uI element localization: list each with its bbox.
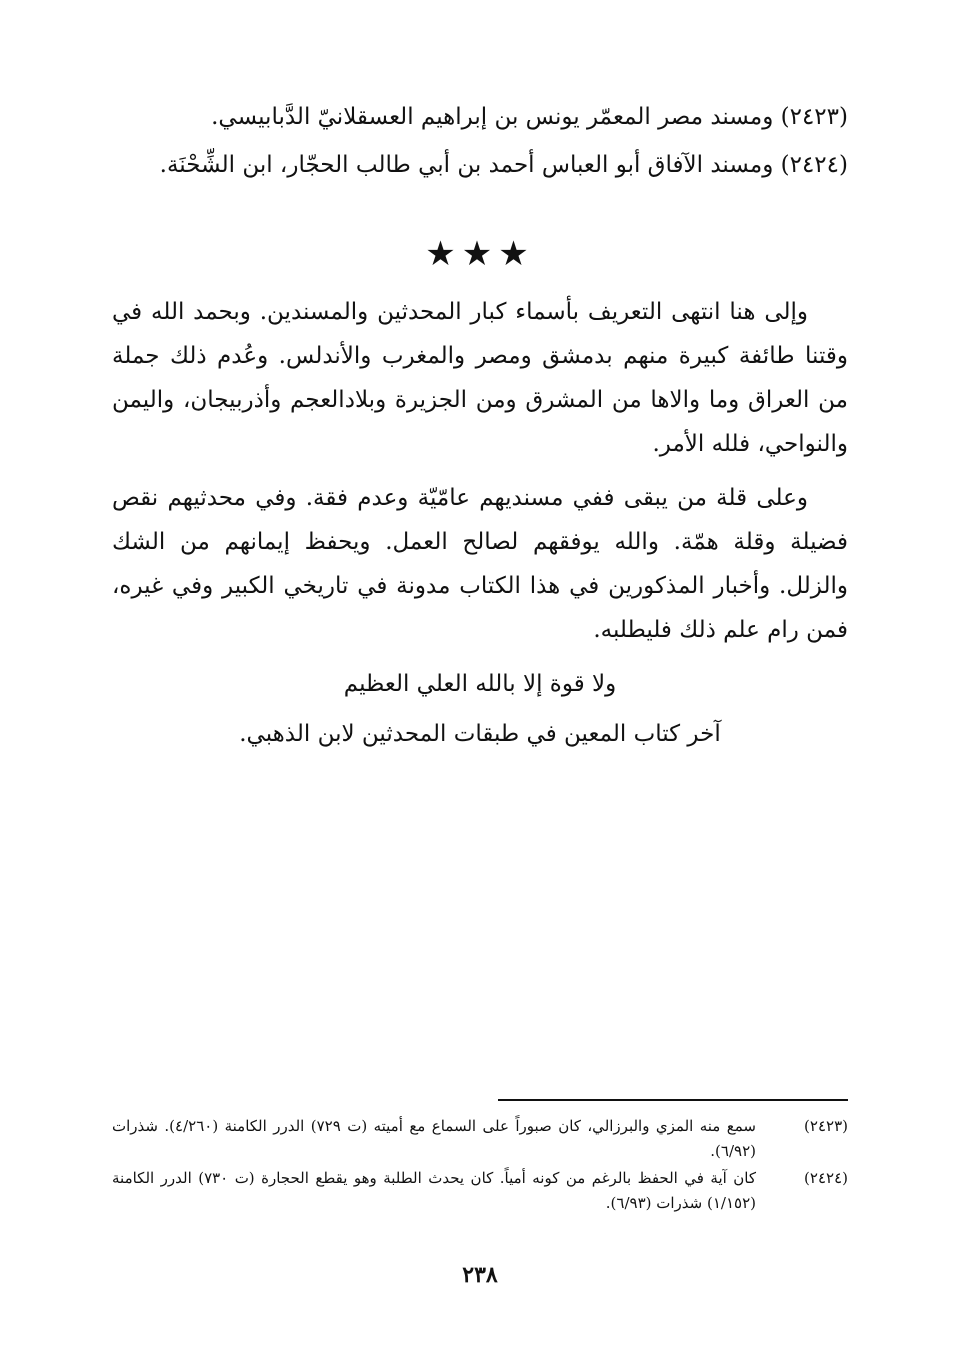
section-separator-stars: ★★★ — [425, 234, 535, 274]
entry-2423: (٢٤٢٣) ومسند مصر المعمّر يونس بن إبراهيم العسقلانيّ الدَّبابيسي. — [211, 104, 848, 130]
footnote-2424 — [112, 1166, 848, 1216]
page-number: ٢٣٨ — [462, 1262, 498, 1288]
closing-invocation: ولا قوة إلا بالله العلي العظيم — [343, 671, 617, 697]
footnote-2423 — [112, 1114, 848, 1164]
closing-paragraph-2: وعلى قلة من يبقى ففي مسنديهم عامّيّة وعدم فقة. وفي محدثيهم نقص فضيلة وقلة همّة. والله يوفقهم لصالح العمل. ويحفظ إيمانهم من الشك والزلل. وأخبار المذكورين في هذا الكتاب مدونة في تاريخي الكبير وفي غيره، فمن رام علم ذلك فليطلبه. — [112, 485, 848, 643]
footnote-text: سمع منه المزي والبرزالي، كان صبوراً على السماع مع أميته (ت ٧٢٩) الدرر الكامنة (٤/٢٦٠). شذرات (٦/٩٢). — [112, 1117, 756, 1160]
book-colophon: آخر كتاب المعين في طبقات المحدثين لابن الذهبي. — [239, 721, 721, 747]
footnote-number: (٢٤٢٤) — [804, 1169, 848, 1187]
closing-paragraph-1: وإلى هنا انتهى التعريف بأسماء كبار المحدثين والمسندين. وبحمد الله في وقتنا طائفة كبيرة منهم بدمشق ومصر والمغرب والأندلس. وعُدم ذلك جملة من العراق وما والاها من المشرق ومن الجزيرة وبلادالعجم وأذربيجان، واليمن والنواحي، فلله الأمر. — [112, 299, 848, 457]
footnote-text: كان آية في الحفظ بالرغم من كونه أمياً. كان يحدث الطلبة وهو يقطع الحجارة (ت ٧٣٠) الدرر الكامنة (١/١٥٢) شذرات (٦/٩٣). — [112, 1169, 756, 1212]
footnote-number: (٢٤٢٣) — [804, 1117, 848, 1135]
entry-2424: (٢٤٢٤) ومسند الآفاق أبو العباس أحمد بن أبي طالب الحجّار، ابن الشِّحْنَة. — [159, 152, 848, 178]
footnote-divider — [498, 1099, 848, 1101]
